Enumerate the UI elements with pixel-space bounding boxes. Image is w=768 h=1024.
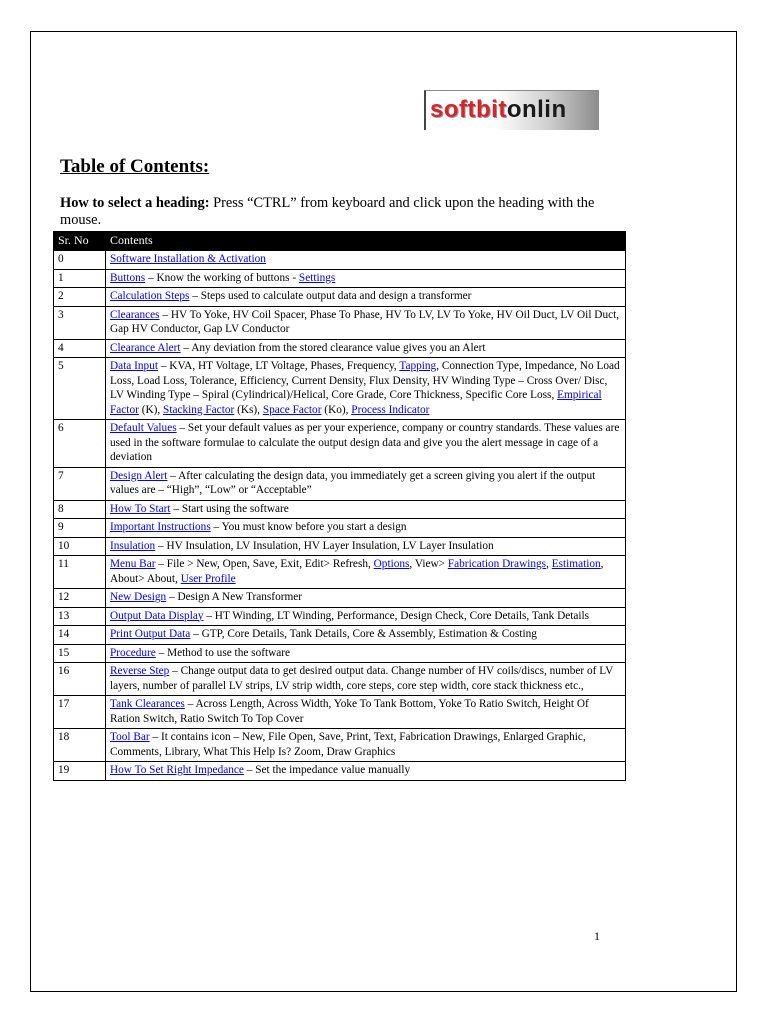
row-number: 18 (54, 729, 106, 762)
row-number: 8 (54, 500, 106, 519)
contents-table (53, 231, 626, 781)
row-description: – HV To Yoke, HV Coil Spacer, Phase To Phase, HV To LV, LV To Yoke, HV Oil Duct, LV Oil Duct, Gap HV Conductor, Gap LV Conductor (110, 308, 620, 335)
row-number: 4 (54, 339, 106, 358)
toc-link[interactable]: Reverse Step (110, 665, 170, 677)
row-description: – Set the impedance value manually (243, 764, 411, 776)
toc-link[interactable]: Insulation (110, 539, 156, 552)
row-description: – Design A New Transformer (166, 591, 303, 603)
toc-link[interactable]: Estimation (551, 558, 601, 570)
toc-link[interactable]: Data Input (110, 360, 158, 372)
row-description: , View> (409, 558, 448, 570)
row-contents (106, 663, 626, 696)
header-contents: Contents (106, 232, 626, 251)
row-number: 17 (54, 696, 106, 729)
row-number: 14 (54, 626, 106, 645)
table-row (54, 339, 626, 358)
row-description: , Connection Type, Impedance, No Load Loss, Load Loss, Tolerance, Efficiency, Current Density, Flux Density, HV Winding Type – Cross Over/ Disc, LV Winding Type – Spiral (Cylindrical)/Helical, Core Grade, Core Thickness, Specific Core Loss, (110, 360, 620, 401)
row-description: – Method to use the software (155, 646, 291, 659)
row-description: (Ks), (234, 403, 263, 416)
row-description: – Steps used to calculate output data and design a transformer (189, 290, 472, 302)
row-number: 16 (54, 663, 106, 696)
row-description: – KVA, HT Voltage, LT Voltage, Phases, Frequency, (158, 360, 400, 372)
table-row (54, 589, 626, 608)
header-sr-no: Sr. No (54, 232, 106, 251)
row-number: 7 (54, 467, 106, 500)
row-description: – Set your default values as per your experience, company or country standards. These values are used in the software formulae to calculate the output design data and give you the alert message in cage of a deviation (110, 422, 620, 463)
toc-link[interactable]: Process Indicator (351, 403, 430, 416)
table-header-row (54, 232, 626, 251)
row-contents (106, 500, 626, 519)
row-contents (106, 729, 626, 762)
toc-link[interactable]: Options (373, 558, 410, 570)
row-number: 12 (54, 589, 106, 608)
row-description: – After calculating the design data, you immediately get a screen giving you alert if the output values are – “High”, “Low” or “Acceptable” (110, 469, 596, 496)
row-description: , About> About, (110, 558, 604, 585)
table-row (54, 251, 626, 270)
table-row (54, 762, 626, 781)
howto-text: Press “CTRL” from keyboard and click upon the heading with the mouse. (60, 195, 595, 228)
row-contents (106, 762, 626, 781)
row-contents (106, 589, 626, 608)
row-contents (106, 537, 626, 556)
row-description: – File > New, Open, Save, Exit, Edit> Refresh, (155, 558, 374, 570)
toc-link[interactable]: Buttons (110, 271, 146, 284)
table-row (54, 269, 626, 288)
toc-link[interactable]: Software Installation & Activation (110, 253, 266, 265)
row-contents (106, 251, 626, 270)
row-contents (106, 519, 626, 538)
table-row (54, 537, 626, 556)
table-row (54, 306, 626, 339)
row-description: – Any deviation from the stored clearance value gives you an Alert (180, 341, 486, 354)
howto-instruction (60, 195, 630, 229)
row-description: – HV Insulation, LV Insulation, HV Layer Insulation, LV Layer Insulation (155, 539, 494, 552)
toc-link[interactable]: Space Factor (262, 403, 322, 416)
toc-link[interactable]: How To Set Right Impedance (110, 764, 244, 776)
table-row (54, 644, 626, 663)
toc-link[interactable]: Output Data Display (110, 609, 204, 622)
toc-link[interactable]: User Profile (180, 572, 236, 585)
row-contents (106, 607, 626, 626)
table-row (54, 358, 626, 420)
row-description: – Across Length, Across Width, Yoke To Tank Bottom, Yoke To Ratio Switch, Height Of Ration Switch, Ratio Switch To Top Cover (110, 698, 589, 725)
table-body (54, 251, 626, 781)
table-row (54, 519, 626, 538)
toc-link[interactable]: Procedure (110, 646, 156, 659)
table-row (54, 663, 626, 696)
table-row (54, 696, 626, 729)
row-description: – Start using the software (170, 502, 289, 515)
toc-link[interactable]: Tool Bar (110, 731, 150, 743)
row-contents (106, 339, 626, 358)
row-number: 1 (54, 269, 106, 288)
toc-link[interactable]: Fabrication Drawings (447, 558, 547, 570)
toc-link[interactable]: Tapping (399, 360, 437, 372)
howto-label: How to select a heading: (60, 195, 210, 211)
table-row (54, 556, 626, 589)
row-contents (106, 467, 626, 500)
row-description: – It contains icon – New, File Open, Save, Print, Text, Fabrication Drawings, Enlarged Graphic, Comments, Library, What This Help Is? Zoom, Draw Graphics (110, 731, 586, 758)
toc-link[interactable]: Design Alert (110, 469, 168, 482)
toc-link[interactable]: Print Output Data (110, 628, 191, 640)
row-description: – GTP, Core Details, Tank Details, Core & Assembly, Estimation & Costing (190, 628, 537, 640)
row-number: 3 (54, 306, 106, 339)
row-number: 10 (54, 537, 106, 556)
toc-link[interactable]: Clearances (110, 308, 160, 321)
table-row (54, 626, 626, 645)
toc-link[interactable]: Calculation Steps (110, 290, 190, 302)
row-number: 15 (54, 644, 106, 663)
row-description: – Change output data to get desired output data. Change number of HV coils/discs, number of LV layers, number of parallel LV strips, LV strip width, core steps, core step width, core stack thickness etc., (110, 665, 614, 692)
row-contents (106, 358, 626, 420)
toc-link[interactable]: Tank Clearances (110, 698, 185, 710)
table-row (54, 288, 626, 307)
row-number: 0 (54, 251, 106, 270)
toc-link[interactable]: How To Start (110, 502, 171, 515)
softbitonline-logo (424, 90, 599, 130)
logo-text-online: onlin (506, 96, 567, 123)
row-contents (106, 420, 626, 468)
row-number: 19 (54, 762, 106, 781)
toc-link[interactable]: Menu Bar (110, 558, 156, 570)
page-number: 1 (594, 929, 600, 943)
toc-link[interactable]: Important Instructions (110, 521, 211, 533)
row-description: (Ko), (321, 403, 352, 416)
toc-title: Table of Contents: (60, 156, 210, 177)
table-row (54, 420, 626, 468)
row-number: 9 (54, 519, 106, 538)
row-contents (106, 269, 626, 288)
toc-link[interactable]: Empirical Factor (110, 389, 602, 416)
row-contents (106, 696, 626, 729)
row-contents (106, 288, 626, 307)
row-description: – HT Winding, LT Winding, Performance, Design Check, Core Details, Tank Details (203, 609, 590, 622)
row-description: – You must know before you start a design (210, 521, 407, 533)
row-description: (K), (138, 403, 164, 416)
row-number: 11 (54, 556, 106, 589)
row-contents (106, 644, 626, 663)
toc-link[interactable]: Settings (298, 271, 336, 284)
row-description: , (546, 558, 552, 570)
row-contents (106, 556, 626, 589)
row-number: 6 (54, 420, 106, 468)
row-number: 5 (54, 358, 106, 420)
logo-text-softbit: softbit (430, 96, 507, 123)
toc-link[interactable]: Clearance Alert (110, 341, 181, 354)
table-row (54, 607, 626, 626)
row-number: 2 (54, 288, 106, 307)
row-contents (106, 626, 626, 645)
table-row (54, 729, 626, 762)
row-contents (106, 306, 626, 339)
row-number: 13 (54, 607, 106, 626)
row-description: – Know the working of buttons - (145, 271, 299, 284)
table-row (54, 500, 626, 519)
table-row (54, 467, 626, 500)
toc-link[interactable]: Stacking Factor (163, 403, 235, 416)
toc-link[interactable]: Default Values (110, 422, 177, 434)
toc-link[interactable]: New Design (110, 591, 167, 603)
